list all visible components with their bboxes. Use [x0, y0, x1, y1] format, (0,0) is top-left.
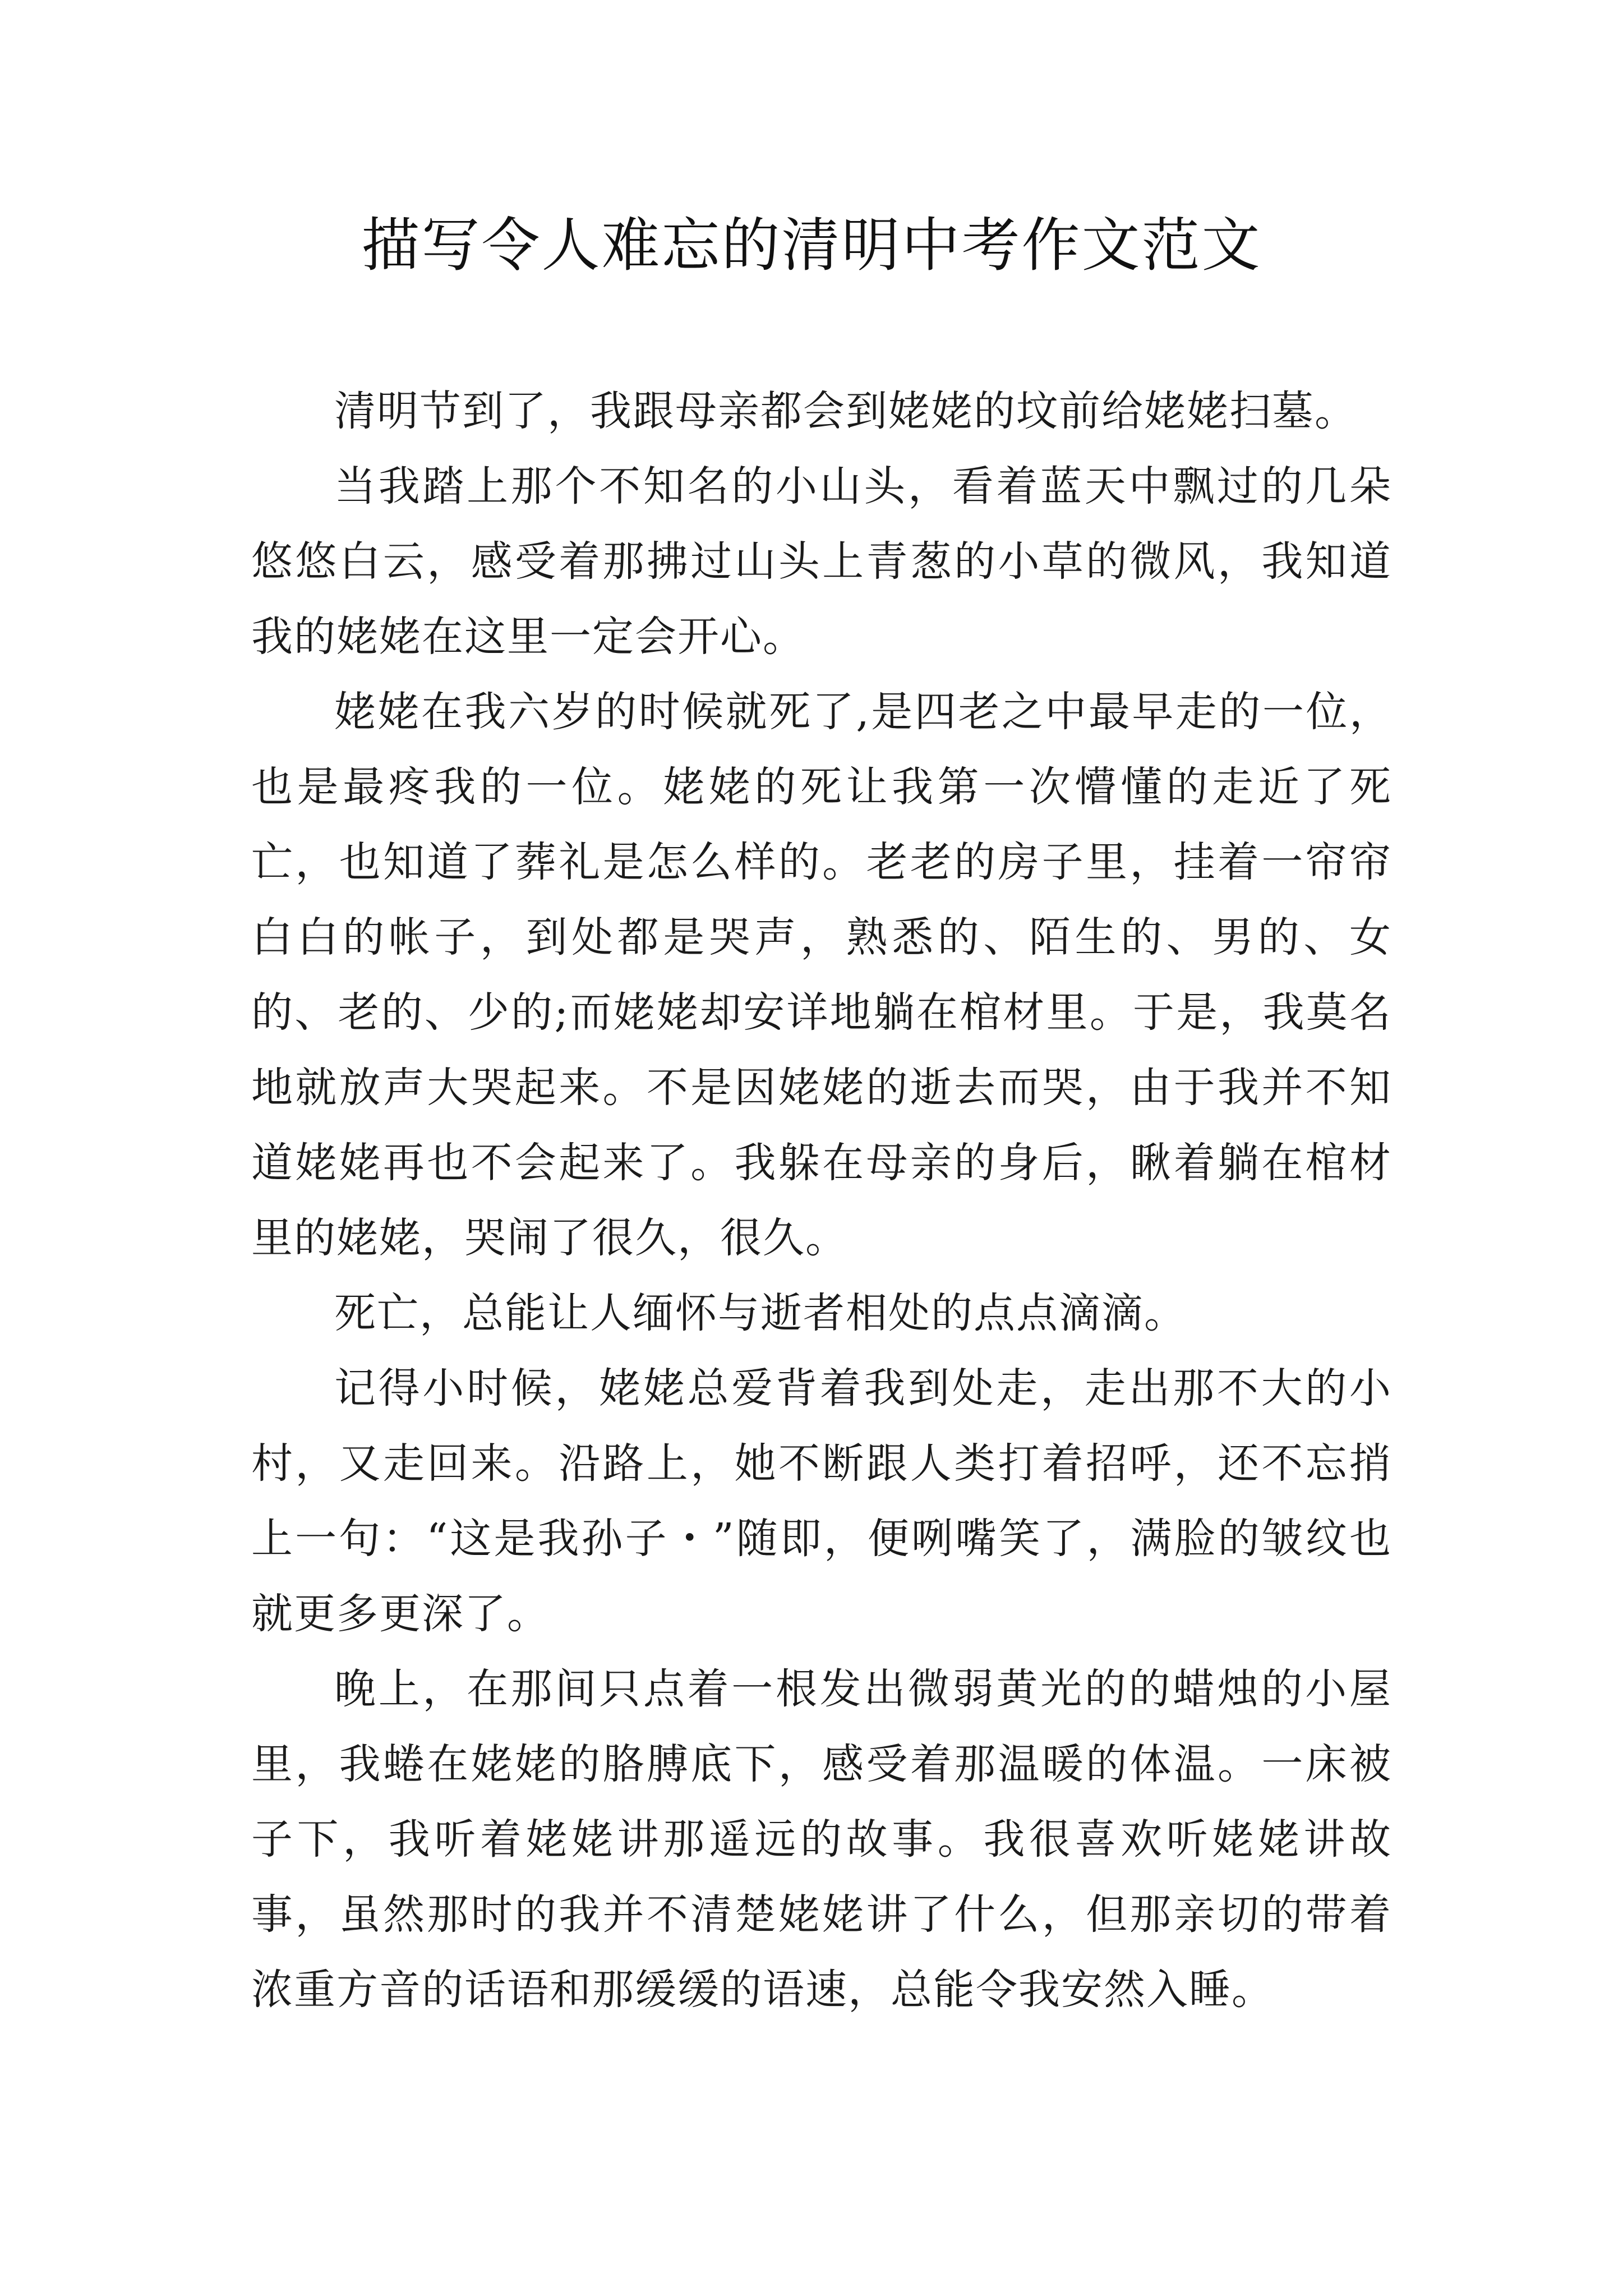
- paragraph-2: 当我踏上那个不知名的小山头，看着蓝天中飘过的几朵悠悠白云，感受着那拂过山头上青葱的小草的微风，我知道我的姥姥在这里一定会开心。: [251, 462, 1392, 661]
- paragraph-5: 记得小时候，姥姥总爱背着我到处走，走出那不大的小村，又走回来。沿路上，她不断跟人类打着招呼，还不忘捎上一句：“这是我孙子・”随即，便咧嘴笑了，满脸的皱纹也就更多更深了。: [251, 1364, 1392, 1638]
- paragraph-3: 姥姥在我六岁的时候就死了,是四老之中最早走的一位，也是最疼我的一位。姥姥的死让我第一次懵懂的走近了死亡，也知道了葬礼是怎么样的。老老的房子里，挂着一帘帘白白的帐子，到处都是哭声，熟悉的、陌生的、男的、女的、老的、少的;而姥姥却安详地躺在棺材里。于是，我莫名地就放声大哭起来。不是因姥姥的逝去而哭，由于我并不知道姥姥再也不会起来了。我躲在母亲的身后，瞅着躺在棺材里的姥姥，哭闹了很久，很久。: [251, 688, 1392, 1262]
- paragraph-4: 死亡，总能让人缅怀与逝者相处的点点滴滴。: [334, 1289, 1187, 1337]
- document-title: 描写令人难忘的清明中考作文范文: [361, 211, 1262, 279]
- paragraph-1: 清明节到了，我跟母亲都会到姥姥的坟前给姥姥扫墓。: [334, 387, 1357, 435]
- document-body: [251, 374, 1392, 2027]
- paragraph-6: 晚上，在那间只点着一根发出微弱黄光的的蜡烛的小屋里，我蜷在姥姥的胳膊底下，感受着那温暖的体温。一床被子下，我听着姥姥讲那遥远的故事。我很喜欢听姥姥讲故事，虽然那时的我并不清楚姥姥讲了什么，但那亲切的带着浓重方音的话语和那缓缓的语速，总能令我安然入睡。: [251, 1665, 1392, 2014]
